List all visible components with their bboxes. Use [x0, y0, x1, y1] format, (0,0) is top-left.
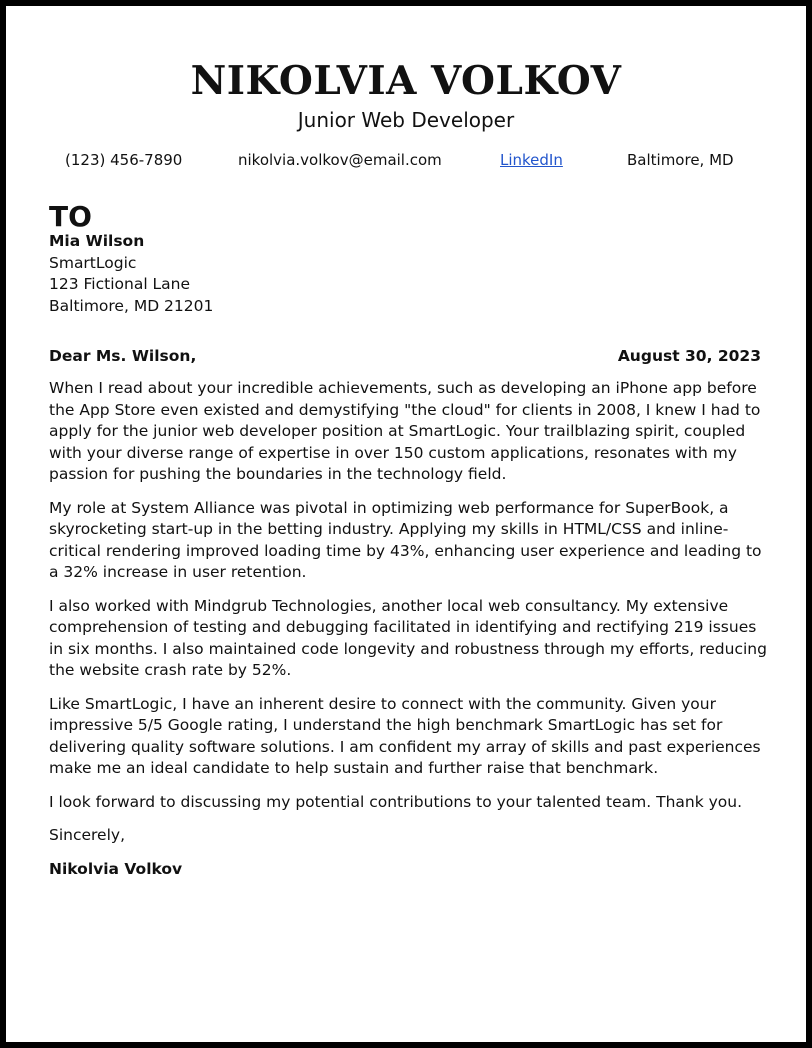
body-paragraph: I look forward to discussing my potential contributions to your talented team. Thank you.	[49, 792, 743, 811]
recipient-address-line2: Baltimore, MD 21201	[49, 296, 214, 315]
contact-phone: (123) 456-7890	[65, 151, 183, 169]
contact-email: nikolvia.volkov@email.com	[238, 151, 442, 169]
recipient-block	[49, 231, 213, 317]
letter-body	[49, 378, 767, 892]
contact-bar	[6, 149, 806, 171]
salutation-row	[49, 345, 761, 367]
body-paragraph: My role at System Alliance was pivotal in optimizing web performance for SuperBook, a skyrocketing start-up in the betting industry. Applying my skills in HTML/CSS and inline-critical rendering improved loading time by 43%, enhancing user experience and leading to a 32% increase in user retention.	[49, 498, 762, 581]
to-heading: TO	[49, 200, 92, 233]
recipient-name: Mia Wilson	[49, 232, 145, 250]
linkedin-link[interactable]: LinkedIn	[500, 151, 563, 169]
letter-page	[6, 6, 806, 1042]
recipient-company: SmartLogic	[49, 253, 137, 272]
contact-location: Baltimore, MD	[627, 151, 734, 169]
closing: Sincerely,	[49, 826, 126, 844]
letter-date: August 30, 2023	[617, 347, 761, 365]
job-title: Junior Web Developer	[297, 108, 515, 132]
body-paragraph: Like SmartLogic, I have an inherent desire to connect with the community. Given your impressive 5/5 Google rating, I understand the high benchmark SmartLogic has set for delivering quality software solutions. I am confident my array of skills and past experiences make me an ideal candidate to help sustain and further raise that benchmark.	[49, 694, 761, 777]
applicant-name: NIKOLVIA VOLKOV	[190, 58, 622, 104]
body-paragraph: When I read about your incredible achievements, such as developing an iPhone app before the App Store even existed and demystifying "the cloud" for clients in 2008, I knew I had to apply for the junior web developer position at SmartLogic. Your trailblazing spirit, coupled with your diverse range of expertise in over 150 custom applications, resonates with my passion for pushing the boundaries in the technology field.	[49, 379, 761, 483]
body-paragraph: I also worked with Mindgrub Technologies, another local web consultancy. My extensive comprehension of testing and debugging facilitated in identifying and rectifying 219 issues in six months. I also maintained code longevity and robustness through my efforts, reducing the website crash rate by 52%.	[49, 596, 767, 679]
recipient-address-line1: 123 Fictional Lane	[49, 275, 191, 293]
salutation: Dear Ms. Wilson,	[49, 347, 197, 365]
signature-name: Nikolvia Volkov	[49, 859, 183, 878]
